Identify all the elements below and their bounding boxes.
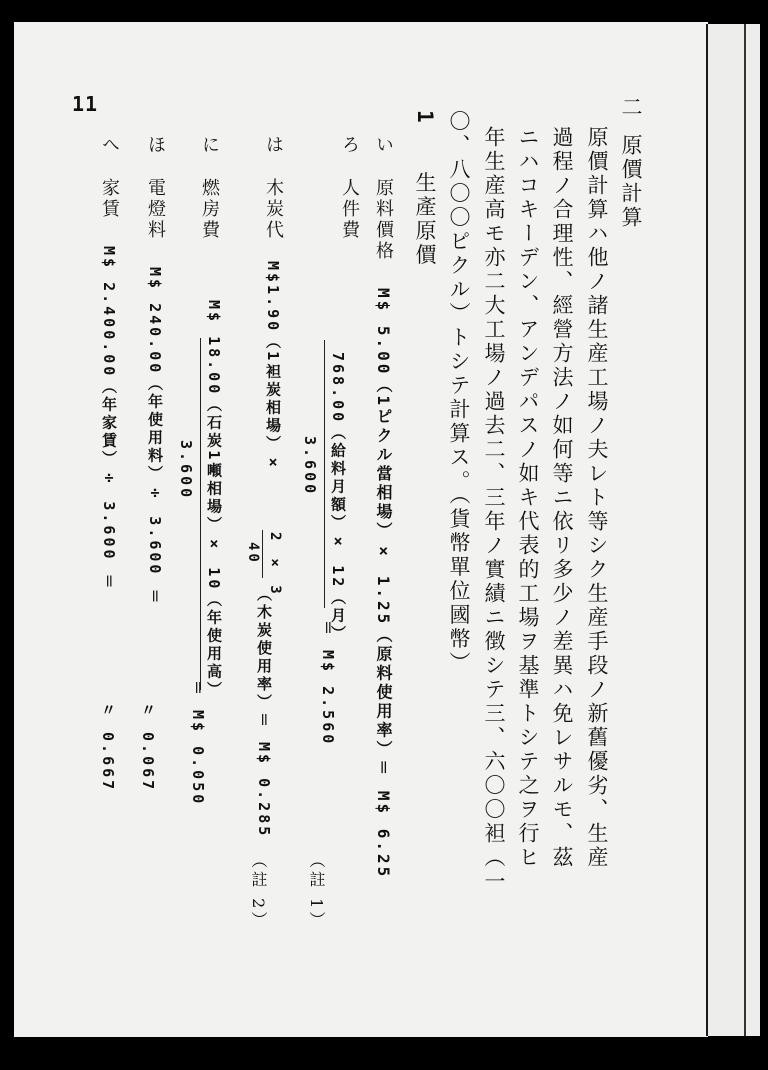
item-label: 木炭代 bbox=[263, 178, 284, 241]
item-fraction-numerator: 2 × 3 bbox=[267, 532, 283, 597]
item-formula: M$ 240.00（年使用料）÷ 3.600 ＝ bbox=[146, 267, 164, 607]
item-formula: M$ 5.00（1ピクル當相場）× 1.25（原料使用率）＝ M$ 6.25 bbox=[374, 288, 393, 880]
item-result: 〃 0.067 bbox=[139, 702, 157, 793]
item-formula: M$ 2.400.00（年家賃）÷ 3.600 ＝ bbox=[100, 246, 118, 592]
fraction-bar bbox=[200, 338, 201, 690]
subsection-number: 1 bbox=[413, 110, 437, 126]
body-column: 〇、八〇〇ピクル）トシテ計算ス。（貨幣單位國幣） bbox=[447, 110, 471, 676]
subsection-heading bbox=[414, 110, 435, 268]
item-marker: ろ bbox=[339, 135, 360, 156]
item-formula-numerator: 768.00（給料月額）× 12（月） bbox=[329, 352, 347, 644]
item-fraction-denominator: 40 bbox=[245, 542, 261, 565]
cost-item bbox=[374, 135, 392, 879]
item-marker: へ bbox=[99, 135, 120, 156]
item-formula: M$1.90（1袒炭相場）× bbox=[264, 261, 282, 475]
section-heading bbox=[620, 96, 641, 230]
item-label: 燃房費 bbox=[199, 178, 220, 241]
item-note: （註 2） bbox=[249, 852, 268, 931]
item-marker: に bbox=[199, 135, 220, 156]
page-fold-line bbox=[744, 24, 746, 1036]
subsection-title: 生產原價 bbox=[413, 171, 437, 268]
body-column: 原價計算ハ他ノ諸生産工場ノ夫レト等シク生産手段ノ新舊優劣、生産 bbox=[585, 126, 609, 870]
cost-item bbox=[264, 135, 282, 474]
item-marker: は bbox=[263, 135, 284, 156]
cost-item bbox=[340, 135, 358, 241]
cost-item bbox=[100, 135, 118, 592]
item-label: 電燈料 bbox=[145, 178, 166, 241]
page-fold-edge bbox=[706, 24, 760, 1036]
item-label: 人件費 bbox=[339, 178, 360, 241]
item-marker: ほ bbox=[145, 135, 166, 156]
section-title: 原價計算 bbox=[619, 134, 643, 230]
fraction-bar bbox=[262, 530, 263, 578]
body-column: 年生産高モ亦二大工場ノ過去二、三年ノ實績ニ徴シテ三、六〇〇袒（一 bbox=[482, 126, 506, 894]
item-result: ＝ M$ 2.560 bbox=[319, 620, 337, 747]
item-result: ＝ M$ 0.050 bbox=[189, 680, 207, 807]
body-column: 過程ノ合理性、經營方法ノ如何等ニ依リ多少ノ差異ハ免レサルモ、茲 bbox=[550, 126, 574, 870]
item-label: 原料價格 bbox=[373, 178, 394, 262]
item-note: （註 1） bbox=[307, 852, 326, 931]
section-marker: 二 bbox=[619, 96, 643, 120]
cost-item bbox=[200, 135, 218, 241]
body-column: ニハコキーデン、アンデパスノ如キ代表的工場ヲ基準トシテ之ヲ行ヒ bbox=[516, 126, 540, 870]
item-formula-tail: （木炭使用率）＝ M$ 0.285 bbox=[255, 586, 273, 839]
item-marker: い bbox=[373, 135, 394, 156]
item-result: 〃 0.667 bbox=[99, 702, 117, 793]
item-label: 家賃 bbox=[99, 178, 120, 220]
item-formula-denominator: 3.600 bbox=[177, 440, 195, 501]
item-formula-denominator: 3.600 bbox=[301, 436, 319, 497]
fraction-bar bbox=[324, 340, 325, 608]
page-number: 11 bbox=[72, 92, 99, 116]
item-formula-numerator: M$ 18.00（石炭1噸相場）× 10（年使用高） bbox=[205, 300, 223, 700]
cost-item bbox=[146, 135, 164, 607]
